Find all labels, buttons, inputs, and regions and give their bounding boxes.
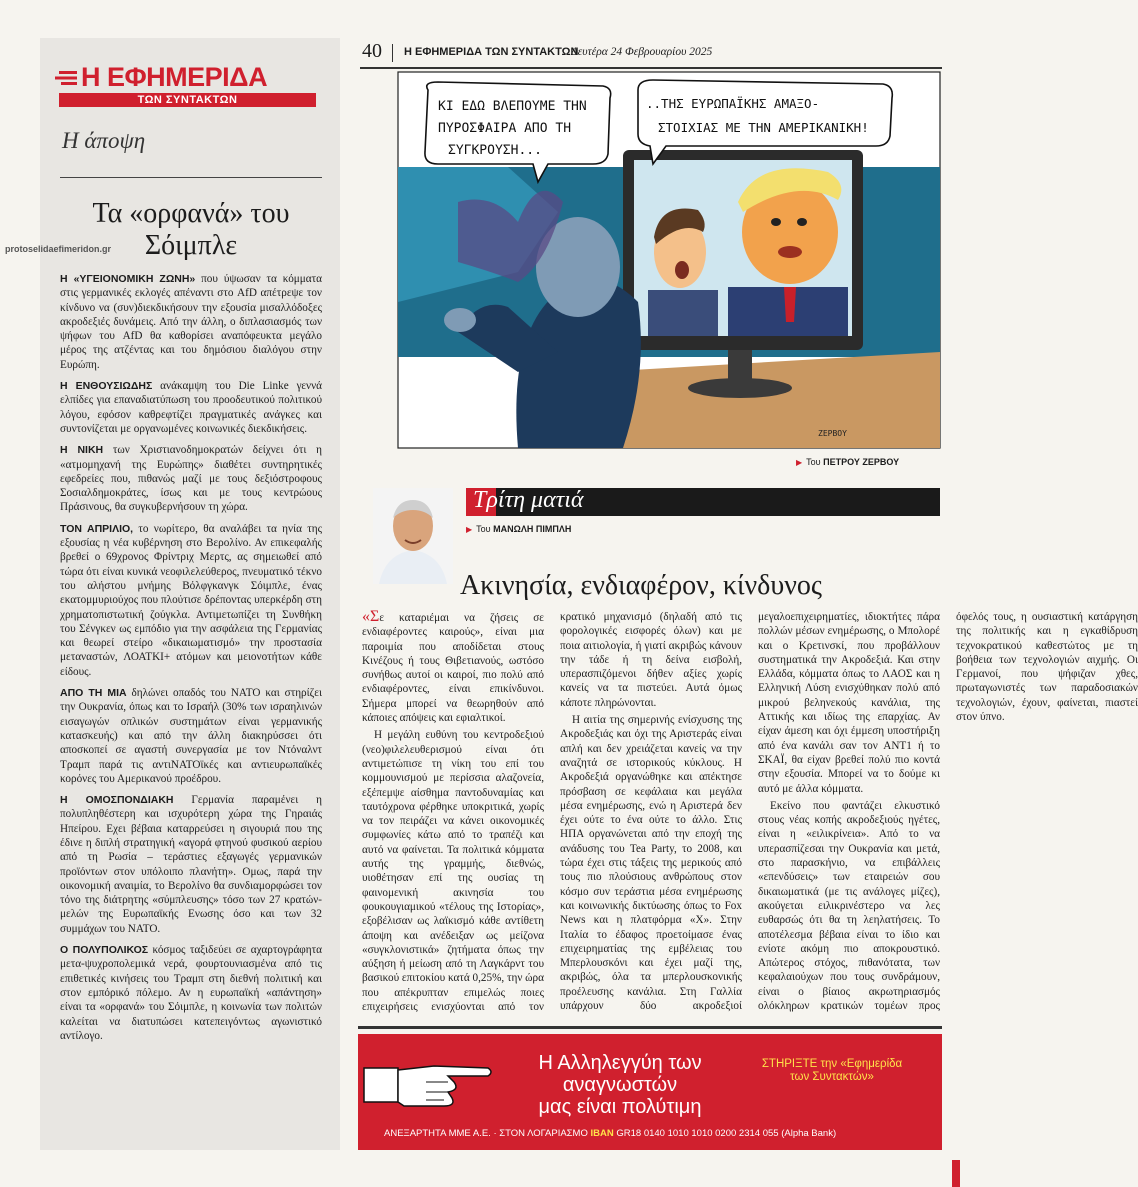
masthead-logo <box>55 62 325 107</box>
paragraph-lead: Η ΝΙΚΗ <box>60 444 104 457</box>
bubble-left-line-1: ΚΙ ΕΔΩ ΒΛΕΠΟΥΜΕ ΤΗΝ <box>438 99 587 114</box>
cartoon-credit <box>796 457 899 467</box>
author-photo <box>373 488 453 584</box>
ad-title <box>500 1052 740 1118</box>
paragraph-text: κόσμος ταξιδεύει σε αχαρτογράφητα μετα-ψυχροπολεμικά νερά, φουρτουνιασμένα από τις επιθετικές κινήσεις του Τραμπ στη διεθνή πολιτική και στον εμπόρικό πόλεμο. Αν η ευρωπαϊκή «απάντηση» είναι τα «ορφανά» του Σόιμπλε, η κοινωνία των πολιτών καλείται να διατυπώσει κατεπειγόντως αγωνιστικό αντίλογο. <box>60 944 322 1042</box>
paragraph-text: δηλώνει οπαδός του ΝΑΤΟ και στηρίζει την Ουκρανία, όπως και το Ισραήλ (30% των ισραηλινών εισαγωγών οπλικών συστημάτων είναι γερμανικής κατασκευής) και από την άλλη διακηρύσσει ότι αποσκοπεί σε αγαστή συνεργασία με τον Ντόναλντ Τραμπ παρά τις αντιΝΑΤΟϊκές και αντιευρωπαϊκές κορόνες του Αμερικανού προέδρου. <box>60 687 322 785</box>
paragraph-text: που ύψωσαν τα κόμματα στις γερμανικές εκλογές απέναντι στο AfD απέτρεψε τον κίνδυνο να (συν)διεκδικήσουν την εξουσία μισαλλόδοξες ακροδεξιές δυνάμεις. Από την άλλη, ο διπλασιασμός των ψήφων του AfD θα καθορίσει αναπόφευκτα μεγάλο μέρος της ατζέντας και του δημόσιου διαλόγου στην Ευρώπη. <box>60 273 323 371</box>
paragraph-text: Γερμανία παραμένει η πολυπληθέστερη και ισχυρότερη χώρα της Γηραιάς Ηπείρου. Εχει βέβαια καταρρεύσει η σιγουριά που της έδινε η διπλή στρατηγική «αγορά φτηνού φυσικού αερίου από τη Ρωσία – τεράστιες εξαγωγές γερμανικών προϊόντων στον υπόλοιπο πλανήτη». Ομως, παρά την οικονομική αναιμία, το Βερολίνο θα συνδιαμορφώσει τον τόνο της διάτρητης «σύμπλευσης» τόσο των 27 κρατών-μελών της Ευρωπαϊκής Ενωσης όσο και των 32 συμμάχων του ΝΑΤΟ. <box>60 794 322 935</box>
header-paper-name: Η ΕΦΗΜΕΡΙΔΑ ΤΩΝ ΣΥΝΤΑΚΤΩΝ <box>404 46 579 58</box>
political-cartoon <box>398 72 940 448</box>
cartoon-tie <box>784 287 796 322</box>
page-number: 40 <box>362 40 382 62</box>
header-date: Δευτέρα 24 Φεβρουαρίου 2025 <box>571 46 713 58</box>
masthead-subtitle: ΤΩΝ ΣΥΝΤΑΚΤΩΝ <box>59 93 316 107</box>
paragraph-lead: Ο ΠΟΛΥΠΟΛΙΚΟΣ <box>60 944 149 957</box>
cartoon-suit-left <box>648 290 718 336</box>
iban-value: GR18 0140 1010 1010 0200 2314 055 <box>616 1128 779 1139</box>
paragraph-text: ε καταριέμαι να ζήσεις σε ενδιαφέροντες καιρούς», είναι μια παροιμία που αποδίδεται στους Κινέζους ή τους Θιβετιανούς, ωστόσο συνήθως αυτοί οι καιροί, πιο πολύ από ενδιαφέροντες, είναι επικίνδυνοι. Σήμερα μπορεί να θεωρηθούν από κάποιες απόψεις και εφιαλτικοί. <box>362 612 544 725</box>
column-title: Ακινησία, ενδιαφέρον, κίνδυνος <box>460 570 822 601</box>
opinion-paragraph <box>60 443 322 514</box>
opinion-paragraph <box>60 522 322 679</box>
paragraph-lead: Η ΟΜΟΣΠΟΝΔΙΑΚΗ <box>60 794 174 807</box>
paragraph-lead: Η «ΥΓΕΙΟΝΟΜΙΚΗ ΖΩΝΗ» <box>60 273 196 285</box>
column-paragraph: Η μεγάλη ευθύνη του κεντροδεξιού (νεο)φιλελευθερισμού είναι ότι αντιμετώπισε τη νίκη του επί του κομμουνισμού με περίσσια αλαζονεία, εξέπεμψε αίσθημα παντοδυναμίας και ταυτόχρονα φέρθηκε υποκριτικά, χωρίς να τον πειράζει να κάνει οικονομικές συμφωνίες κάτω από το τραπέζι και αυτό να φαίνεται. Τα πολιτικά κόμματα αυτής της γραμμής, διεθνώς, υιοθέτησαν επί της ουσίας τη φαινομενική ακινησία του φουκουγιαμικού «τέλους της Ιστορίας», εξοβέλισαν ως λαϊκισμό κάθε αντίθετη άποψη και ανέδειξαν ως μείζονα «συγκλονιστικά» ζητήματα όπως την αύξηση ή μείωση από τη Λαγκάρντ του βασικού επιτοκίου κατά 0,25%, την ώρα που απέκρυπταν επιμελώς ποιες επιχειρήσεις ενισχύονται από τον κρατικό μηχανισμό (δηλαδή από τις φορολογικές εισφορές όλων) και με ποια αιτιολογία, ή γιατί ακριβώς κάνουν την τάδε ή τη δείνα εισβολή, υπερασπιζόμενοι δήθεν αξίες χωρίς κανείς να τα πιστεύει. Αυτά όμως κάποτε πληρώνονται. <box>362 611 742 1014</box>
page-edge-strip <box>952 1160 960 1187</box>
column-paragraph <box>362 610 544 725</box>
pointing-hand-icon <box>364 1048 494 1116</box>
opinion-paragraph <box>60 272 322 372</box>
dropcap: «Σ <box>362 608 380 625</box>
ad-title-line-1: Η Αλληλεγγύη των αναγνωστών <box>538 1052 702 1096</box>
opinion-paragraph <box>60 686 322 786</box>
watermark-text: protoselidaefimeridon.gr <box>5 244 112 254</box>
ad-bank-details <box>384 1128 836 1139</box>
column-paragraph: Εκείνο που φαντάζει ελκυστικό στους νέας κοπής ακροδεξιούς ηγέτες, είναι η «ειλικρίνεια». Από το να υπερασπίζεσαι την Ουκρανία και μετά, στο παρασκήνιο, να επιβάλλεις «επενδύσεις» των εταιρειών σου δικαιωματικά (με τις ανάλογες μίζες), ακούγεται ειλικρινέστερο να λες ευθαρσώς ότι θα τη λεηλατήσεις. Το αποτέλεσμα βέβαια είναι το ίδιο και ενίοτε ακόμη πιο αποκρουστικό. Απώτερος στόχος, πιθανότατα, των κεφαλαιούχων που τους συνδράμουν, είναι ο βίαιος ακρωτηριασμός ολόκληρων κρατικών τομέων προς όφελός τους, η ουσιαστική κατάργηση της πολιτικής και η εγκαθίδρυση τεχνοκρατικού καθεστώτος με τη βοήθεια των τεχνολογιών αιχμής. Οι Γερμανοί, που ψήφιζαν χθες, πρωταγωνιστές των παραδοσιακών τεχνολογιών, έχουν, φαίνεται, πιαστεί στον ύπνο. <box>758 611 1138 1013</box>
bubble-right-line-2: ΣΤΟΙΧΙΑΣ ΜΕ ΤΗΝ ΑΜΕΡΙΚΑΝΙΚΗ! <box>658 120 869 135</box>
paragraph-text: των Χριστιανοδημοκρατών δείχνει ότι η «ατμομηχανή της Ευρώπης» διαθέτει συντηρητικές εφεδρείες που, πιθανώς μαζί με τους δεξιόστροφους Σοσιαλδημοκράτες, ίσως και με τους κεντρώους Πράσινους, θα συγκυβερνήσουν τη χώρα. <box>60 444 322 514</box>
column-byline <box>466 524 571 534</box>
opinion-paragraph <box>60 943 322 1043</box>
bubble-left-line-3: ΣΥΓΚΡΟΥΣΗ... <box>448 143 542 158</box>
opinion-paragraph <box>60 379 322 436</box>
column-body <box>362 608 1138 1022</box>
credit-name: ΠΕΤΡΟΥ ΖΕΡΒΟΥ <box>823 457 900 467</box>
paragraph-lead: Η ΕΝΘΟΥΣΙΩΔΗΣ <box>60 380 153 393</box>
red-triangle-icon: ▶ <box>466 525 473 534</box>
opinion-paragraph <box>60 793 322 936</box>
bank-name: (Alpha Bank) <box>781 1128 837 1139</box>
cartoon-monitor-base <box>688 378 792 398</box>
ad-support-line-1: ΣΤΗΡΙΞΤΕ την «Εφημερίδα <box>761 1058 903 1070</box>
ad-title-line-2: μας είναι πολύτιμη <box>538 1096 702 1118</box>
ad-support-text <box>734 1058 930 1084</box>
paragraph-lead: ΑΠΟ ΤΗ ΜΙΑ <box>60 687 127 700</box>
header-divider <box>392 44 393 62</box>
ad-support-line-2: των Συντακτών» <box>790 1071 874 1083</box>
speed-lines-icon <box>55 68 77 88</box>
byline-prefix: Του <box>476 524 491 534</box>
opinion-divider <box>60 177 322 178</box>
opinion-section-label: Η άποψη <box>62 128 146 153</box>
iban-label: IBAN <box>590 1128 614 1139</box>
red-triangle-icon: ▶ <box>796 458 803 467</box>
section-label: Τρίτη ματιά <box>473 487 584 513</box>
column-paragraph: Η αιτία της σημερινής ενίσχυσης της Ακροδεξιάς και όχι της Αριστεράς είναι απλή και δεν χρειάζεται κανείς να την αναζητά σε ιστορικούς κύκλους. Η Ακροδεξιά οργανώθηκε και απέκτησε πρόσβαση σε κεφάλαια και μεγάλα μέσα ενημέρωσης, ενώ η Αριστερά δεν έχει ούτε το ένα ούτε το άλλο. Στις ΗΠΑ οργανώνεται από την εποχή της ανάδυσης του Tea Party, το 2008, και τώρα έχει στις τάξεις της μερικούς από τους πιο πλούσιους ανθρώπους στον κόσμο συν τεράστια μέσα ενημέρωσης και κοινωνικής δικτύωσης όπως το Fox News και η πλατφόρμα «Χ». Στην Ιταλία το έδαφος προετοίμασε ένας επιχειρηματίας της εμβέλειας του Μπερλουσκόνι και έχει μαζί της, ακριβώς, όλα τα μπερλουσκονικής προέλευσης κανάλια. Στη Γαλλία υπάρχουν δύο ακροδεξιοί μεγαλοεπιχειρηματίες, ιδιοκτήτες πάρα πολλών μέσων ενημέρωσης, ο Μπολορέ και ο Κρετινσκί, που προβάλλουν συστηματικά την Ακροδεξιά. Και στην Ελλάδα, κόμματα όπως το ΛΑΟΣ και η Ελληνική Λύση ενισχύθηκαν πολύ από μικρού βεληνεκούς κανάλια, της Αττικής και ιδίως της επαρχίας. Αν είχαν άμεση και όχι έμμεση υποστήριξη από ένα κανάλι σαν τον ΑΝΤ1 ή το ΣΚΑΪ, θα είχαν βρεθεί πολύ πιο κοντά στην εξουσία. Μπορεί να το δούμε κι αυτό με άλλα κόμματα. <box>560 611 940 1013</box>
masthead-title: Η ΕΦΗΜΕΡΙΔΑ <box>81 62 268 92</box>
opinion-body <box>60 272 322 1050</box>
ad-top-rule <box>358 1026 942 1029</box>
cartoon-signature: ΖΕΡΒΟΥ <box>818 429 847 438</box>
opinion-title: Τα «ορφανά» του Σόιμπλε <box>92 198 290 261</box>
paragraph-text: ανάκαμψη του Die Linke γεννά ελπίδες για επαναδιατύπωση του προοδευτικού πολιτικού λόγου, εφόσον καθρεφτίζει πραγματικές ανάγκες και συντονίζεται με οργανωμένες κοινωνικές διεκδικήσεις. <box>60 380 322 435</box>
header-rule <box>360 67 942 69</box>
byline-name: ΜΑΝΩΛΗ ΠΙΜΠΛΗ <box>493 524 572 534</box>
paragraph-text: το νωρίτερο, θα αναλάβει τα ηνία της εξουσίας η νέα κυβέρνηση στο Βερολίνο. Αν επικεφαλής βρεθεί ο 69χρονος Φρίντριχ Μερτς, ας σημειωθεί από τώρα ότι είναι κυνικά νεοφιλελεύθερος, πνευματικό τέκνο του αλήστου μνήμης Βόλφγκανγκ Σόιμπλε, ένας εκατομμυριούχος που πλούτισε δρέποντας υπερκέρδη στη χρηματοπιστωτική ζούγκλα. Αντιμετωπίζει τη Συνθήκη του Σένγκεν ως εμπόδιο για την ασφάλεια της Γερμανίας και θεωρεί στείρο «δικαιωματισμό» την προστασία μεταναστών, ΛΟΑΤΚΙ+ ατόμων και μειονοτήτων κάθε είδους. <box>60 522 323 678</box>
bubble-right-line-1: ..ΤΗΣ ΕΥΡΩΠΑΪΚΗΣ ΑΜΑΞΟ- <box>646 96 820 111</box>
bank-prefix: ΑΝΕΞΑΡΤΗΤΑ ΜΜΕ Α.Ε. · ΣΤΟΝ ΛΟΓΑΡΙΑΣΜΟ <box>384 1128 588 1139</box>
credit-prefix: Του <box>806 457 821 467</box>
cartoon-viewer-hand <box>444 308 476 332</box>
bubble-left-line-2: ΠΥΡΟΣΦΑΙΡΑ ΑΠΟ ΤΗ <box>438 121 572 136</box>
paragraph-lead: ΤΟΝ ΑΠΡΙΛΙΟ, <box>60 522 134 535</box>
